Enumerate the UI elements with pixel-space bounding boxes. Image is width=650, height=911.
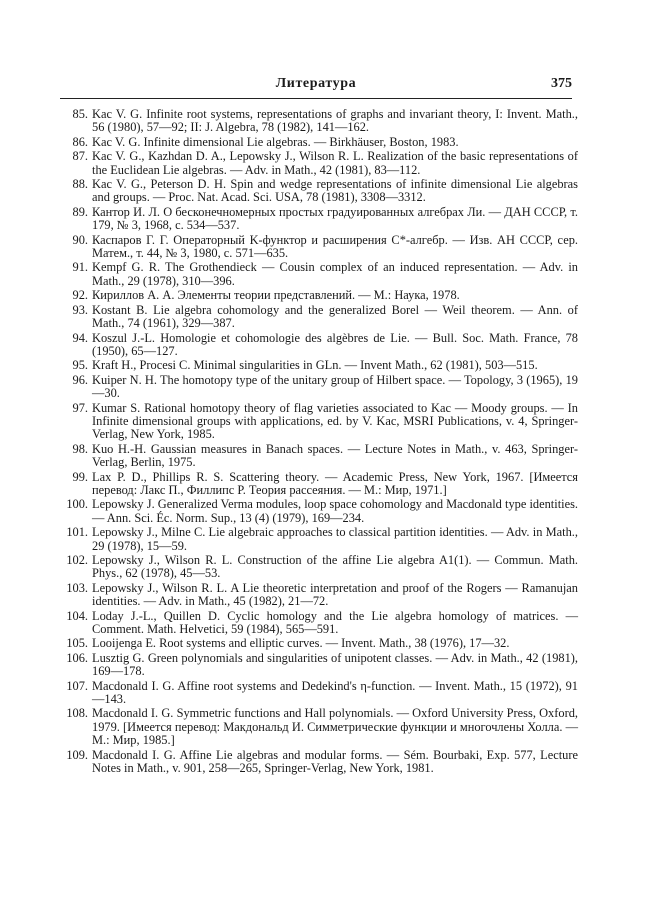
header-rule	[60, 98, 572, 99]
reference-item	[58, 108, 578, 135]
reference-text: Koszul J.-L. Homologie et cohomologie des algèbres de Lie. — Bull. Soc. Math. France, 78 (1950), 65—127.	[92, 330, 578, 358]
reference-item	[58, 261, 578, 288]
reference-number: 91.	[72, 260, 88, 275]
reference-item	[58, 332, 578, 359]
reference-item	[58, 234, 578, 261]
reference-number: 97.	[72, 400, 88, 415]
reference-number: 94.	[72, 330, 88, 345]
reference-text: Кириллов А. А. Элементы теории представлений. — М.: Наука, 1978.	[92, 288, 460, 303]
reference-number: 96.	[72, 372, 88, 387]
reference-text: Looijenga E. Root systems and elliptic curves. — Invent. Math., 38 (1976), 17—32.	[92, 636, 510, 651]
page-number: 375	[551, 76, 572, 91]
reference-item	[58, 471, 578, 498]
reference-text: Macdonald I. G. Affine root systems and Dedekind's η-function. — Invent. Math., 15 (1972), 91—143.	[92, 678, 578, 707]
reference-text: Kuo H.-H. Gaussian measures in Banach spaces. — Lecture Notes in Math., v. 463, Springer-Verlag, Berlin, 1975.	[92, 441, 578, 470]
reference-number: 102.	[66, 553, 88, 567]
reference-item	[58, 178, 578, 205]
reference-item	[58, 749, 578, 776]
reference-number: 85.	[72, 107, 88, 121]
reference-item	[58, 374, 578, 401]
reference-item	[58, 359, 578, 372]
reference-number: 88.	[72, 177, 88, 192]
reference-text: Kac V. G., Kazhdan D. A., Lepowsky J., Wilson R. L. Realization of the basic representations of the Euclidean Lie algebras. — Adv. in Math., 42 (1981), 83—112.	[92, 149, 578, 177]
reference-text: Kumar S. Rational homotopy theory of flag varieties associated to Kac — Moody groups. — In Infinite dimensional groups with applications, ed. by V. Kac, MSRI Publications, v. 4, Springer-Verlag, New York, 1985.	[92, 400, 578, 442]
reference-item	[58, 637, 578, 650]
reference-text: Kac V. G. Infinite root systems, representations of graphs and invariant theory, I: Invent. Math., 56 (1980), 57—92; II: J. Algebra, 78 (1982), 141—162.	[92, 107, 578, 135]
reference-text: Кантор И. Л. О бесконечномерных простых градуированных алгебрах Ли. — ДАН СССР, т. 179, № 3, 1968, с. 534—537.	[92, 204, 578, 233]
reference-number: 98.	[72, 441, 88, 456]
reference-number: 87.	[72, 149, 88, 164]
reference-number: 99.	[72, 469, 88, 484]
reference-text: Каспаров Г. Г. Операторный K-функтор и расширения C*-алгебр. — Изв. АН СССР, сер. Матем., т. 44, № 3, 1980, с. 571—635.	[92, 232, 578, 261]
reference-text: Loday J.-L., Quillen D. Cyclic homology and the Lie algebra homology of matrices. — Comment. Math. Helvetici, 59 (1984), 565—591.	[92, 608, 578, 637]
reference-text: Kac V. G., Peterson D. H. Spin and wedge representations of infinite dimensional Lie algebras and groups. — Proc. Nat. Acad. Sci. USA, 78 (1981), 3308—3312.	[92, 177, 578, 205]
reference-item	[58, 680, 578, 707]
reference-number: 106.	[66, 650, 88, 665]
reference-text: Lepowsky J., Milne C. Lie algebraic approaches to classical partition identities. — Adv. in Math., 29 (1978), 15—59.	[92, 525, 578, 553]
reference-number: 101.	[66, 525, 88, 540]
reference-item	[58, 136, 578, 149]
reference-text: Kraft H., Procesi C. Minimal singularities in GLn. — Invent Math., 62 (1981), 503—515.	[92, 358, 538, 373]
reference-text: Lax P. D., Phillips R. S. Scattering theory. — Academic Press, New York, 1967. [Имеется перевод: Лакс П., Филлипс Р. Теория рассеяния. — М.: Мир, 1971.]	[92, 469, 578, 497]
reference-number: 103.	[66, 580, 88, 595]
reference-item	[58, 206, 578, 233]
reference-number: 95.	[72, 358, 88, 373]
reference-item	[58, 289, 578, 302]
reference-item	[58, 498, 578, 525]
reference-item	[58, 610, 578, 637]
reference-number: 90.	[72, 232, 88, 247]
reference-number: 93.	[72, 302, 88, 317]
reference-number: 92.	[72, 288, 88, 303]
reference-text: Kac V. G. Infinite dimensional Lie algebras. — Birkhäuser, Boston, 1983.	[92, 134, 459, 149]
reference-number: 108.	[66, 706, 88, 721]
reference-text: Kostant B. Lie algebra cohomology and the generalized Borel — Weil theorem. — Ann. of Math., 74 (1961), 329—387.	[92, 302, 578, 331]
reference-number: 105.	[66, 636, 88, 651]
reference-item	[58, 402, 578, 442]
reference-item	[58, 707, 578, 747]
reference-text: Kuiper N. H. The homotopy type of the unitary group of Hilbert space. — Topology, 3 (1965), 19—30.	[92, 372, 578, 401]
reference-item	[58, 304, 578, 331]
reference-item	[58, 150, 578, 177]
reference-number: 109.	[66, 747, 88, 762]
reference-item	[58, 554, 578, 581]
page-header	[60, 76, 572, 98]
reference-number: 86.	[72, 134, 88, 149]
reference-item	[58, 582, 578, 609]
reference-number: 107.	[66, 678, 88, 693]
reference-number: 89.	[72, 204, 88, 219]
reference-text: Lepowsky J., Wilson R. L. Construction of the affine Lie algebra A1(1). — Commun. Math. Phys., 62 (1978), 45—53.	[92, 553, 578, 581]
reference-text: Lusztig G. Green polynomials and singularities of unipotent classes. — Adv. in Math., 42 (1981), 169—178.	[92, 650, 578, 679]
reference-text: Lepowsky J., Wilson R. L. A Lie theoretic interpretation and proof of the Rogers — Ramanujan identities. — Adv. in Math., 45 (1982), 21—72.	[92, 580, 578, 609]
reference-item	[58, 443, 578, 470]
reference-text: Kempf G. R. The Grothendieck — Cousin complex of an induced representation. — Adv. in Math., 29 (1978), 310—396.	[92, 260, 578, 288]
reference-text: Macdonald I. G. Symmetric functions and Hall polynomials. — Oxford University Press, Oxford, 1979. [Имеется перевод: Макдональд И. Симметрические функции и многочлены Холла. — М.: Мир, 1985.]	[92, 706, 578, 748]
reference-number: 100.	[66, 497, 88, 512]
reference-text: Macdonald I. G. Affine Lie algebras and modular forms. — Sém. Bourbaki, Exp. 577, Lecture Notes in Math., v. 901, 258—265, Springer-Verlag, New York, 1981.	[92, 747, 578, 776]
running-title: Литература	[275, 76, 357, 91]
reference-text: Lepowsky J. Generalized Verma modules, loop space cohomology and Macdonald type identities. — Ann. Sci. Éc. Norm. Sup., 13 (4) (1979), 169—234.	[92, 497, 578, 525]
reference-number: 104.	[66, 608, 88, 623]
reference-list	[58, 108, 578, 777]
reference-item	[58, 526, 578, 553]
reference-item	[58, 652, 578, 679]
